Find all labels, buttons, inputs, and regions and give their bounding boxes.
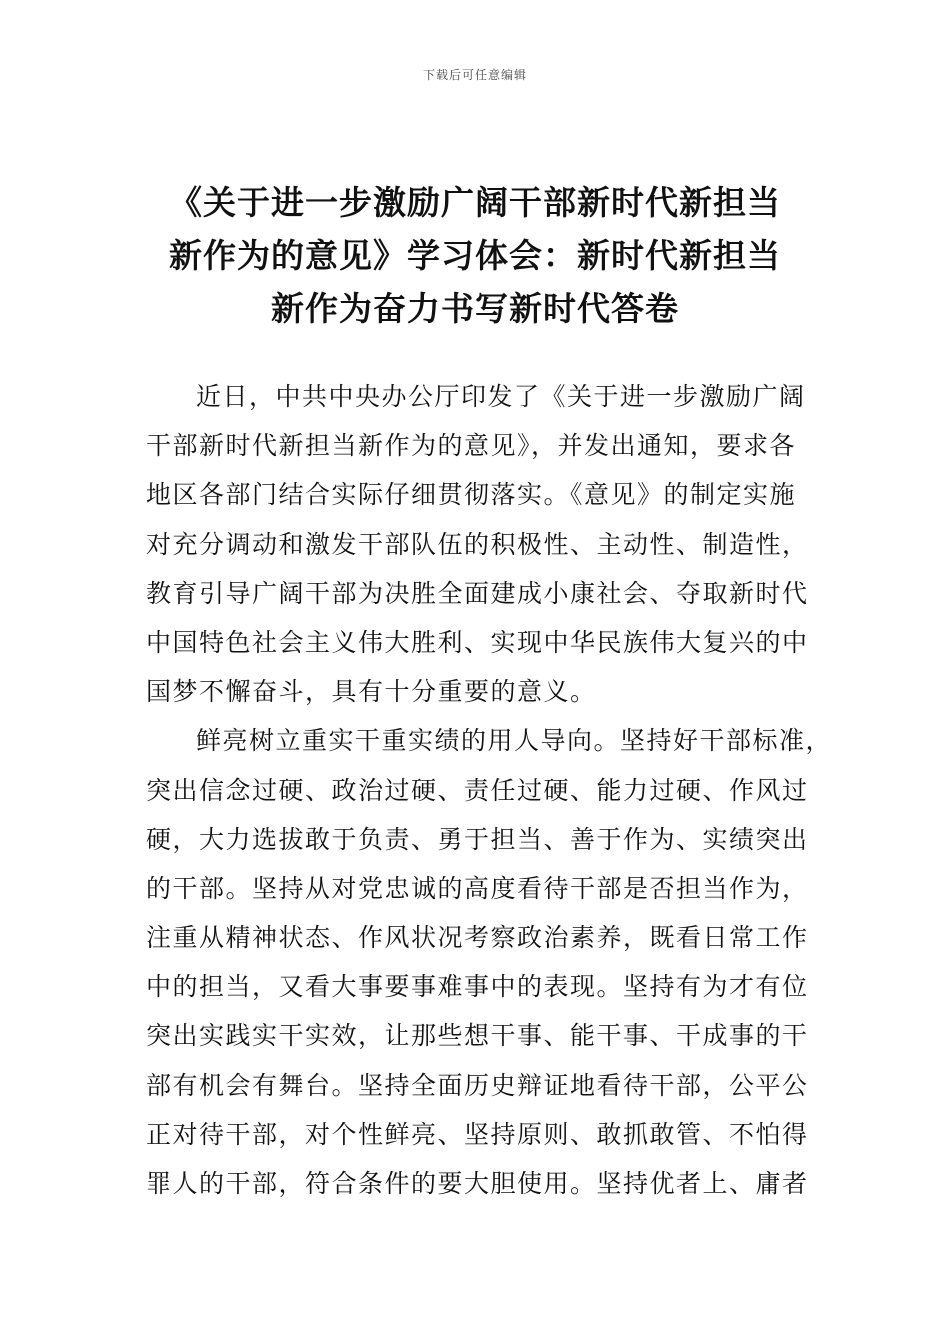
text-line: 部有机会有舞台。坚持全面历史辩证地看待干部，公平公	[146, 1070, 809, 1100]
text-line: 突出实践实干实效，让那些想干事、能干事、干成事的干	[146, 1021, 809, 1051]
text-line: 正对待干部，对个性鲜亮、坚持原则、敢抓敢管、不怕得	[146, 1119, 809, 1149]
paragraph-2	[146, 716, 836, 1208]
text-line: 中国特色社会主义伟大胜利、实现中华民族伟大复兴的中	[146, 627, 809, 657]
paragraph-1	[146, 372, 836, 716]
text-line: 对充分调动和激发干部队伍的积极性、主动性、制造性，	[146, 529, 809, 559]
text-line: 硬，大力选拔敢于负责、勇于担当、善于作为、实绩突出	[146, 824, 809, 854]
document-title	[130, 176, 820, 335]
text-line: 中的担当，又看大事要事难事中的表现。坚持有为才有位	[146, 972, 809, 1002]
text-line: 近日，中共中央办公厅印发了《关于进一步激励广阔	[196, 382, 806, 411]
text-line: 地区各部门结合实际仔细贯彻落实。《意见》的制定实施	[146, 480, 797, 510]
text-line: 罪人的干部，符合条件的要大胆使用。坚持优者上、庸者	[146, 1169, 809, 1198]
title-line: 新作为奋力书写新时代答卷	[271, 289, 679, 328]
text-line: 教育引导广阔干部为决胜全面建成小康社会、夺取新时代	[146, 578, 809, 608]
text-line: 突出信念过硬、政治过硬、责任过硬、能力过硬、作风过	[146, 775, 809, 805]
text-line: 干部新时代新担当新作为的意见》，并发出通知，要求各	[146, 431, 797, 461]
header-note: 下载后可任意编辑	[422, 68, 527, 82]
document-body	[146, 372, 836, 1208]
text-line: 注重从精神状态、作风状况考察政治素养，既看日常工作	[146, 923, 809, 953]
title-line: 《关于进一步激励广阔干部新时代新担当	[169, 183, 781, 222]
text-line: 鲜亮树立重实干重实绩的用人导向。坚持好干部标准，	[196, 726, 833, 756]
text-line: 的干部。坚持从对党忠诚的高度看待干部是否担当作为，	[146, 873, 809, 903]
title-line: 新作为的意见》学习体会：新时代新担当	[169, 236, 781, 275]
text-line: 国梦不懈奋斗，具有十分重要的意义。	[146, 677, 597, 707]
